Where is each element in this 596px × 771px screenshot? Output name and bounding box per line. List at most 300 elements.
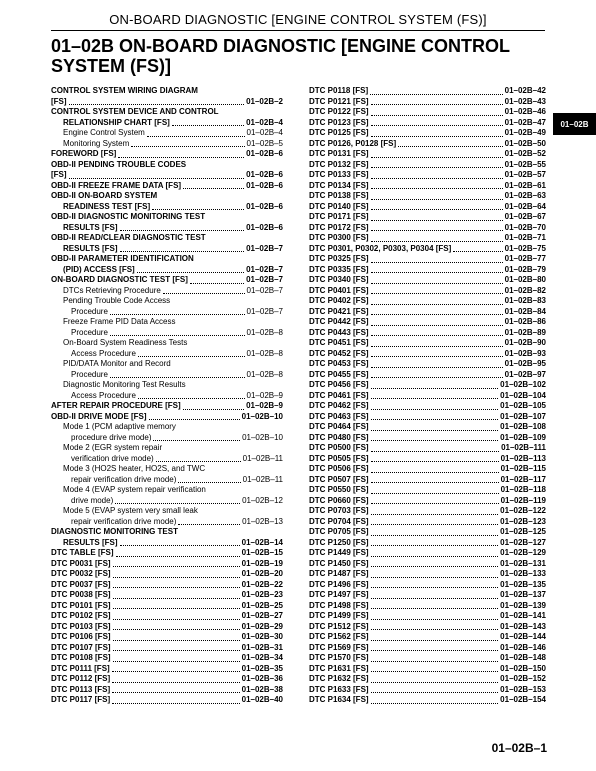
toc-entry-page: 01–02B–127 [500,537,546,547]
dot-leader [371,461,499,462]
toc-entry[interactable] [51,202,283,213]
dot-leader [110,314,245,315]
toc-entry[interactable] [309,380,546,391]
toc-entry-page: 01–02B–144 [500,632,546,641]
dot-leader [371,104,503,105]
toc-entry-page: 01–02B–122 [500,506,546,515]
toc-entry[interactable] [309,328,546,339]
dot-leader [113,640,240,641]
toc-entry[interactable] [309,506,546,517]
dot-leader [371,661,499,662]
toc-entry[interactable] [309,286,546,297]
toc-entry[interactable] [309,517,546,528]
toc-entry[interactable] [309,296,546,307]
dot-leader [371,209,503,210]
toc-entry-page: 01–02B–34 [241,653,283,662]
toc-entry-page: 01–02B–7 [246,306,283,316]
toc-heading-line: Diagnostic Monitoring Test Results [63,380,186,389]
toc-entry[interactable] [309,107,546,118]
toc-entry-page: 01–02B–11 [242,474,283,484]
toc-entry[interactable] [51,244,283,255]
toc-entry[interactable] [309,538,546,549]
toc-entry[interactable] [309,97,546,108]
toc-entry[interactable] [309,433,546,444]
toc-entry[interactable] [309,370,546,381]
dot-leader [172,125,244,126]
toc-entry-title: DTC TABLE [FS] [51,548,114,557]
dot-leader [147,136,245,137]
toc-entry-page: 01–02B–115 [500,464,546,473]
dot-leader [371,493,499,494]
dot-leader [371,419,499,420]
toc-entry-page: 01–02B–2 [246,96,283,106]
toc-entry-page: 01–02B–70 [504,222,546,232]
toc-entry[interactable] [51,401,283,412]
toc-entry-title: DTC P0131 [FS] [309,149,369,158]
toc-entry-page: 01–02B–104 [500,390,546,400]
toc-entry-page: 01–02B–80 [504,275,546,284]
toc-entry-title: FOREWORD [FS] [51,149,117,158]
toc-entry-page: 01–02B–71 [504,233,546,242]
toc-entry[interactable] [51,370,283,381]
toc-entry-title: DTC P0138 [FS] [309,191,369,200]
toc-entry[interactable] [309,454,546,465]
toc-entry-title: DTC P1487 [FS] [309,569,369,578]
toc-entry-page: 01–02B–30 [241,632,283,641]
toc-entry[interactable] [309,223,546,234]
toc-entry-title: procedure drive mode) [71,432,152,442]
toc-entry-page: 01–02B–52 [504,149,546,158]
toc-entry[interactable] [309,632,546,643]
dot-leader [115,503,240,504]
toc-entry[interactable] [309,475,546,486]
toc-entry-title: DTC P0102 [FS] [51,611,111,620]
toc-entry[interactable] [309,275,546,286]
toc-entry-page: 01–02B–111 [501,443,546,452]
dot-leader [371,293,503,294]
toc-entry-title: DTC P0300 [FS] [309,233,369,242]
toc-entry-page: 01–02B–86 [504,317,546,326]
toc-entry-title: DTC P0103 [FS] [51,621,111,631]
toc-heading-line: Freeze Frame PID Data Access [63,317,176,326]
toc-entry[interactable] [309,664,546,675]
toc-entry-title: DTC P0500 [FS] [309,443,369,452]
toc-entry[interactable] [309,559,546,570]
toc-entry-page: 01–02B–135 [500,579,546,589]
dot-leader [371,703,499,704]
toc-entry-page: 01–02B–109 [500,432,546,442]
toc-entry-title: OBD-II FREEZE FRAME DATA [FS] [51,180,182,190]
toc-entry[interactable] [309,338,546,349]
toc-entry[interactable] [51,643,283,654]
toc-entry-title: DTC P0140 [FS] [309,201,369,211]
dot-leader [183,409,244,410]
toc-entry-page: 01–02B–137 [500,590,546,599]
toc-entry-page: 01–02B–40 [241,695,283,704]
toc-entry-page: 01–02B–7 [246,264,283,274]
dot-leader [371,367,503,368]
toc-entry-title: DTC P0401 [FS] [309,285,369,295]
toc-entry[interactable] [309,412,546,423]
dot-leader [371,514,499,515]
dot-leader [113,566,240,567]
toc-entry-title: DTC P0031 [FS] [51,558,111,568]
dot-leader [371,178,503,179]
toc-entry-page: 01–02B–154 [500,695,546,704]
toc-entry-title: DTC P0038 [FS] [51,590,111,599]
toc-entry-page: 01–02B–55 [504,159,546,169]
toc-entry[interactable] [309,202,546,213]
toc-entry-page: 01–02B–8 [246,369,283,379]
dot-leader [137,272,244,273]
toc-entry-title: DTC P0550 [FS] [309,485,369,494]
toc-heading-line: Mode 2 (EGR system repair [63,443,163,452]
toc-entry-page: 01–02B–11 [242,453,283,463]
toc-entry-title: RELATIONSHIP CHART [FS] [63,117,170,127]
dot-leader [371,587,499,588]
toc-entry-title: DTC P1569 [FS] [309,642,369,652]
toc-entry-page: 01–02B–118 [500,485,546,494]
dot-leader [371,503,499,504]
toc-entry-page: 01–02B–113 [500,453,546,463]
toc-entry-title: Procedure [71,306,108,316]
dot-leader [371,241,503,242]
toc-entry[interactable] [309,317,546,328]
toc-entry[interactable] [309,212,546,223]
toc-entry-title: DTC P0118 [FS] [309,86,369,95]
toc-entry[interactable] [309,590,546,601]
toc-heading-line: OBD-II PENDING TROUBLE CODES [51,159,187,169]
toc-entry[interactable] [51,149,283,160]
toc-entry[interactable] [51,433,283,444]
toc-entry[interactable] [309,401,546,412]
dot-leader [371,472,499,473]
dot-leader [156,461,241,462]
toc-entry[interactable] [309,181,546,192]
toc-entry[interactable] [309,464,546,475]
dot-leader [120,230,245,231]
toc-entry-page: 01–02B–97 [504,369,546,379]
toc-heading-line: OBD-II ON-BOARD SYSTEM [51,191,158,200]
toc-entry[interactable] [309,149,546,160]
toc-entry-page: 01–02B–79 [504,264,546,274]
toc-heading-line: Mode 3 (HO2S heater, HO2S, and TWC [63,464,206,473]
toc-entry-title: DTC P0340 [FS] [309,275,369,284]
page-number: 01–02B–1 [491,741,547,755]
toc-entry[interactable] [51,328,283,339]
toc-entry-page: 01–02B–90 [504,338,546,347]
toc-entry[interactable] [309,244,546,255]
toc-entry-title: DTC P0660 [FS] [309,495,369,505]
toc-entry-page: 01–02B–7 [246,285,283,295]
toc-entry-page: 01–02B–95 [504,359,546,368]
toc-entry-page: 01–02B–49 [504,128,546,137]
toc-entry[interactable] [309,233,546,244]
toc-right-column [309,86,546,706]
toc-entry[interactable] [51,611,283,622]
toc-entry[interactable] [51,695,283,706]
toc-entry[interactable] [51,286,283,297]
toc-entry[interactable] [51,412,283,423]
toc-entry[interactable] [309,653,546,664]
dot-leader [371,314,503,315]
toc-entry-title: DTC P0462 [FS] [309,401,369,410]
toc-entry-page: 01–02B–31 [241,642,283,652]
toc-entry-page: 01–02B–93 [504,348,546,358]
dot-leader [138,398,245,399]
toc-entry-title: DTC P0455 [FS] [309,369,369,379]
toc-entry[interactable] [51,569,283,580]
toc-entry-page: 01–02B–27 [241,611,283,620]
toc-entry[interactable] [51,653,283,664]
toc-entry-title: DTC P0123 [FS] [309,117,369,127]
toc-entry[interactable] [309,443,546,454]
toc-entry-page: 01–02B–47 [504,117,546,127]
toc-entry[interactable] [51,475,283,486]
toc-entry-title: DTC P0443 [FS] [309,327,369,337]
toc-entry-title: repair verification drive mode) [71,474,177,484]
toc-entry[interactable] [51,170,283,181]
dot-leader [371,598,499,599]
toc-entry-page: 01–02B–7 [246,243,283,253]
toc-entry[interactable] [309,580,546,591]
dot-leader [371,398,499,399]
toc-entry-title: DTC P0506 [FS] [309,464,369,473]
dot-leader [371,230,503,231]
toc-heading-line: PID/DATA Monitor and Record [63,359,171,368]
dot-leader [371,136,503,137]
toc-entry-page: 01–02B–42 [504,86,546,95]
dot-leader [113,661,240,662]
toc-entry[interactable] [51,97,283,108]
toc-entry[interactable] [309,265,546,276]
toc-entry-title: DTC P1499 [FS] [309,611,369,620]
toc-entry[interactable] [51,622,283,633]
toc-entry[interactable] [51,349,283,360]
toc-entry-title: verification drive mode) [71,453,154,463]
toc-entry[interactable] [309,391,546,402]
toc-entry-page: 01–02B–7 [246,275,283,284]
toc-heading-line: Mode 4 (EVAP system repair verification [63,485,206,494]
toc-entry[interactable] [51,632,283,643]
toc-entry-title: DTC P1450 [FS] [309,558,369,568]
toc-entry-page: 01–02B–6 [246,149,283,158]
toc-entry-page: 01–02B–43 [504,96,546,106]
toc-heading-line: Pending Trouble Code Access [63,296,171,305]
dot-leader [153,440,240,441]
toc-entry[interactable] [309,569,546,580]
toc-entry-page: 01–02B–57 [504,170,546,179]
dot-leader [183,188,244,189]
toc-heading-line: On-Board System Readiness Tests [63,338,188,347]
dot-leader [371,188,503,189]
toc-entry-title: DTC P0301, P0302, P0303, P0304 [FS] [309,243,452,253]
toc-entry-title: DTCs Retrieving Procedure [63,285,161,295]
dot-leader [371,409,499,410]
toc-entry[interactable] [309,359,546,370]
toc-entry[interactable] [51,559,283,570]
toc-entry[interactable] [51,538,283,549]
toc-entry[interactable] [51,548,283,559]
toc-entry[interactable] [309,86,546,97]
dot-leader [110,377,245,378]
dot-leader [371,619,499,620]
toc-entry-title: DTC P0117 [FS] [51,695,111,704]
toc-entry-page: 01–02B–19 [241,558,283,568]
toc-entry-title: Procedure [71,369,108,379]
dot-leader [371,524,499,525]
toc-entry-page: 01–02B–83 [504,296,546,305]
dot-leader [113,587,240,588]
toc-entry-page: 01–02B–46 [504,107,546,116]
dot-leader [371,671,499,672]
toc-entry-title: DTC P1570 [FS] [309,653,369,662]
toc-entry-page: 01–02B–75 [504,243,546,253]
toc-entry-page: 01–02B–6 [246,222,283,232]
toc-entry-title: DTC P0125 [FS] [309,128,369,137]
toc-entry-title: DTC P0171 [FS] [309,212,369,221]
dot-leader [113,619,240,620]
toc-entry-title: RESULTS [FS] [63,222,118,232]
toc-entry[interactable] [51,496,283,507]
toc-entry[interactable] [309,496,546,507]
toc-entry[interactable] [51,664,283,675]
toc-entry-page: 01–02B–107 [500,411,546,421]
toc-entry[interactable] [51,580,283,591]
toc-entry-page: 01–02B–9 [246,390,283,400]
toc-entry-title: Monitoring System [63,138,130,148]
toc-entry[interactable] [309,191,546,202]
toc-entry[interactable] [309,128,546,139]
dot-leader [371,157,503,158]
toc-entry[interactable] [51,181,283,192]
toc-entry-title: DTC P0037 [FS] [51,579,111,589]
toc-entry[interactable] [309,160,546,171]
toc-entry[interactable] [309,527,546,538]
toc-entry-page: 01–02B–67 [504,212,546,221]
toc-entry[interactable] [51,128,283,139]
toc-entry[interactable] [51,307,283,318]
toc-entry[interactable] [51,601,283,612]
toc-entry[interactable] [309,685,546,696]
dot-leader [371,325,503,326]
toc-entry-title: DTC P0705 [FS] [309,527,369,536]
toc-entry[interactable] [309,695,546,706]
dot-leader [371,304,503,305]
toc-entry-title: DTC P0452 [FS] [309,348,369,358]
toc-entry-page: 01–02B–77 [504,254,546,263]
toc-entry-title: DTC P1632 [FS] [309,674,369,683]
dot-leader [371,451,499,452]
header-rule [51,30,545,31]
dot-leader [112,671,240,672]
toc-entry-page: 01–02B–61 [504,180,546,190]
dot-leader [371,608,499,609]
toc-entry[interactable] [51,685,283,696]
dot-leader [120,545,240,546]
dot-leader [120,251,245,252]
toc-entry-page: 01–02B–6 [246,180,283,190]
dot-leader [453,251,502,252]
toc-entry[interactable] [51,454,283,465]
toc-entry-title: DTC P1631 [FS] [309,663,369,673]
toc-entry-page: 01–02B–15 [241,548,283,557]
dot-leader [113,577,240,578]
toc-entry[interactable] [309,674,546,685]
dot-leader [371,430,499,431]
toc-entry-page: 01–02B–14 [241,537,283,547]
toc-entry[interactable] [309,118,546,129]
toc-entry[interactable] [51,517,283,528]
toc-entry-page: 01–02B–108 [500,422,546,431]
toc-entry[interactable] [51,223,283,234]
toc-entry[interactable] [51,590,283,601]
dot-leader [371,115,503,116]
dot-leader [163,293,245,294]
dot-leader [371,692,499,693]
toc-entry-page: 01–02B–13 [242,516,283,526]
toc-entry-page: 01–02B–123 [500,516,546,526]
toc-entry[interactable] [51,391,283,402]
toc-entry-page: 01–02B–131 [500,558,546,568]
toc-entry[interactable] [309,170,546,181]
toc-entry-title: DTC P0325 [FS] [309,254,369,263]
toc-entry-title: DTC P0112 [FS] [51,674,111,683]
toc-entry-title: DTC P0121 [FS] [309,96,369,106]
toc-heading-line: CONTROL SYSTEM DEVICE AND CONTROL [51,107,219,116]
toc-heading-line: OBD-II READ/CLEAR DIAGNOSTIC TEST [51,233,206,242]
toc-entry-page: 01–02B–20 [241,569,283,578]
dot-leader [113,650,240,651]
toc-entry[interactable] [309,622,546,633]
toc-entry-page: 01–02B–12 [242,495,283,505]
toc-entry[interactable] [309,601,546,612]
toc-entry-page: 01–02B–29 [241,621,283,631]
toc-entry-title: DTC P0442 [FS] [309,317,369,326]
toc-entry-page: 01–02B–133 [500,569,546,578]
dot-leader [371,440,499,441]
toc-heading-line: DIAGNOSTIC MONITORING TEST [51,527,178,536]
toc-entry-title: DTC P1250 [FS] [309,537,369,547]
toc-entry[interactable] [309,349,546,360]
toc-entry[interactable] [309,643,546,654]
toc-entry[interactable] [309,422,546,433]
toc-entry[interactable] [309,611,546,622]
toc-left-column [51,86,283,706]
toc-entry[interactable] [51,674,283,685]
toc-entry-title: DTC P0101 [FS] [51,600,111,610]
toc-entry-title: Access Procedure [71,390,136,400]
toc-entry-title: DTC P1497 [FS] [309,590,369,599]
dot-leader [178,524,240,525]
toc-entry[interactable] [309,254,546,265]
toc-entry[interactable] [309,485,546,496]
toc-entry[interactable] [51,118,283,129]
toc-entry-page: 01–02B–10 [242,432,283,442]
toc-entry-page: 01–02B–35 [241,663,283,673]
toc-entry[interactable] [51,139,283,150]
toc-entry-page: 01–02B–6 [246,170,283,179]
toc-entry-page: 01–02B–143 [500,621,546,631]
toc-heading-line: OBD-II PARAMETER IDENTIFICATION [51,254,194,263]
toc-entry[interactable] [309,139,546,150]
toc-entry-title: DTC P0122 [FS] [309,107,369,116]
toc-entry-title: AFTER REPAIR PROCEDURE [FS] [51,401,181,410]
toc-entry[interactable] [309,548,546,559]
toc-entry[interactable] [51,275,283,286]
toc-entry[interactable] [51,265,283,276]
toc-entry[interactable] [309,307,546,318]
